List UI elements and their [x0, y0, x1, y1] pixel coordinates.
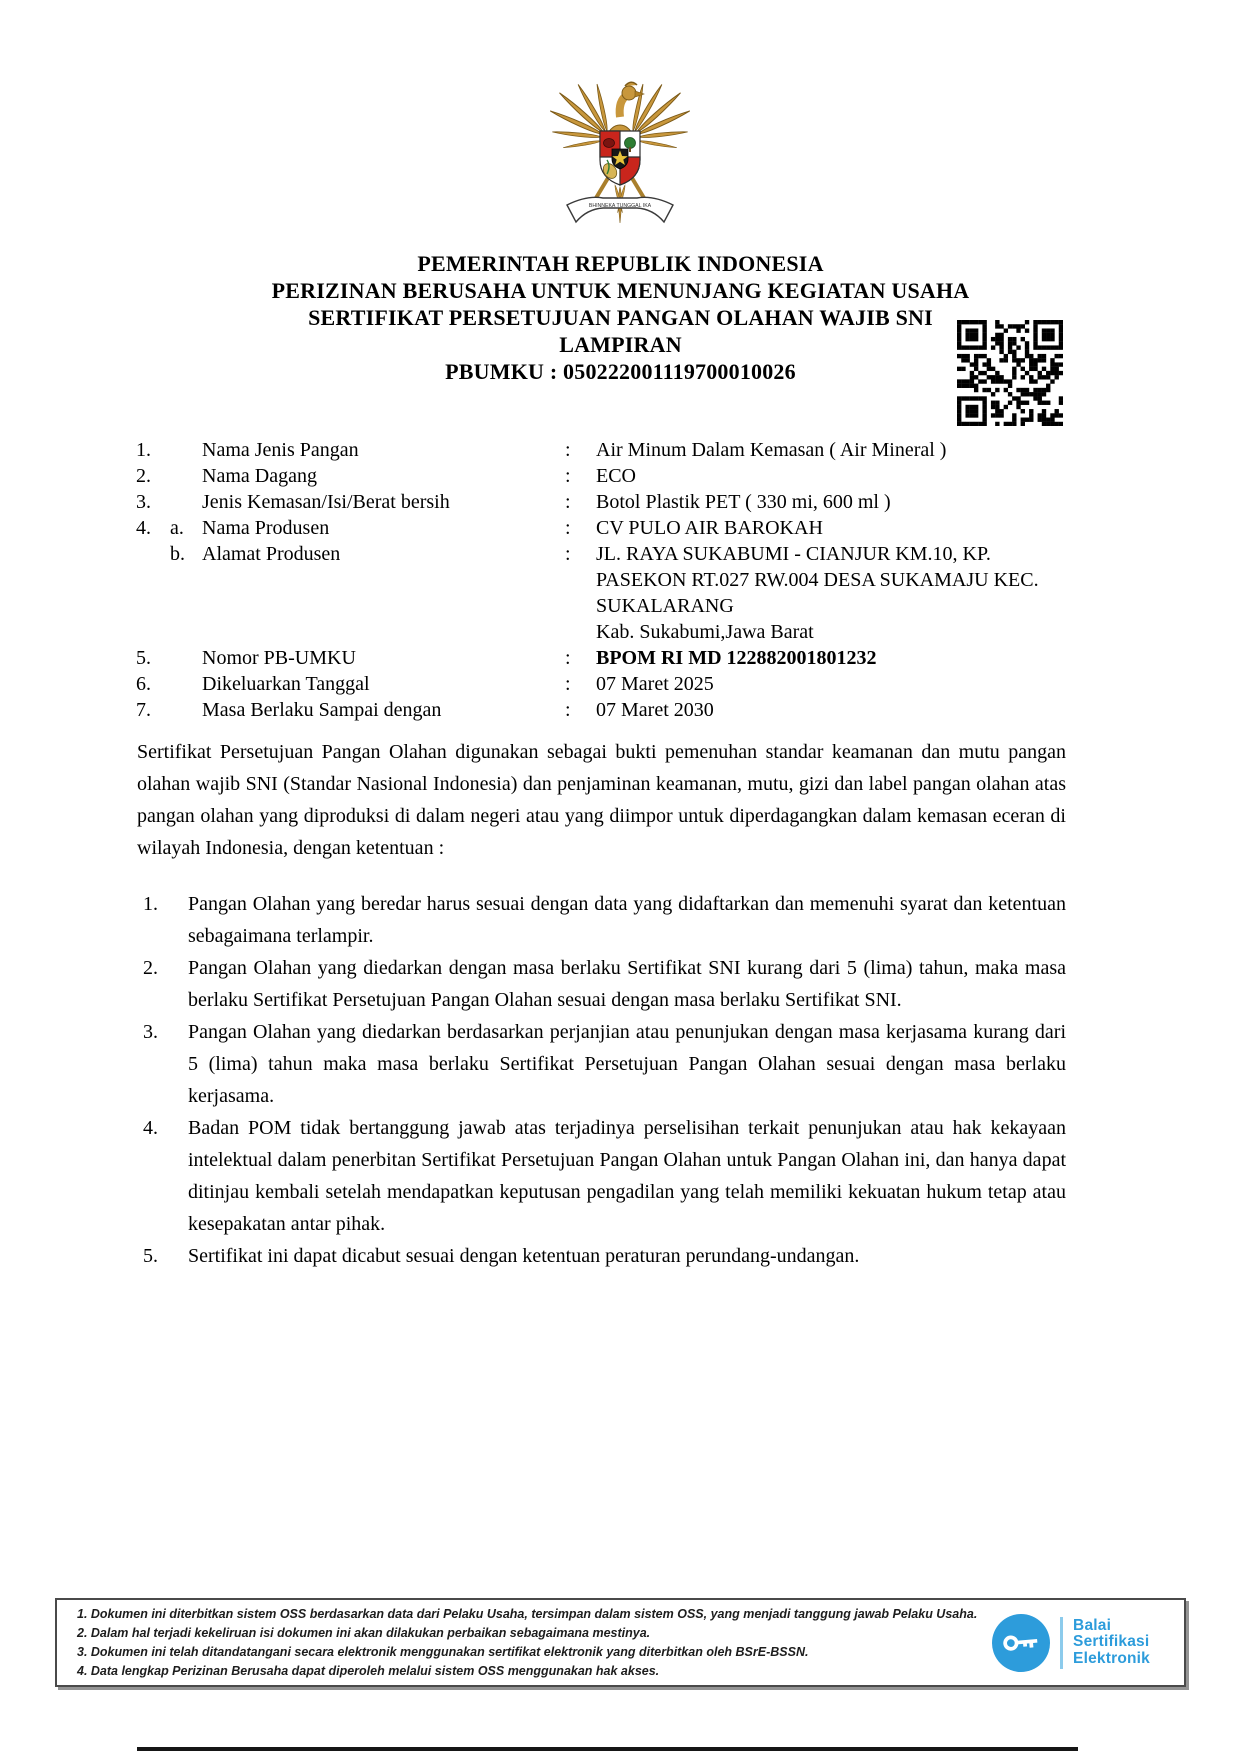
term-item — [143, 1112, 1066, 1240]
intro-paragraph: Sertifikat Persetujuan Pangan Olahan digunakan sebagai bukti pemenuhan standar keamanan dan mutu pangan olahan wajib SNI (Standar Nasional Indonesia) dan penjaminan keamanan, mutu, gizi dan label pangan olahan atas pangan olahan yang diproduksi di dalam negeri atau yang diimpor untuk diperdagangkan dalam kemasan eceran di wilayah Indonesia, dengan ketentuan : — [137, 741, 1066, 859]
field-label: Dikeluarkan Tanggal — [202, 673, 370, 695]
title-sertifikat: SERTIFIKAT PERSETUJUAN PANGAN OLAHAN WAJIB SNI — [308, 305, 933, 330]
footer-note: 3. Dokumen ini telah ditandatangani secara elektronik menggunakan sertifikat elektronik yang diterbitkan oleh BSrE-BSSN. — [77, 1644, 809, 1659]
term-number: 4. — [143, 1117, 158, 1139]
field-label: Masa Berlaku Sampai dengan — [202, 699, 442, 721]
certificate-fields-section — [136, 437, 1072, 723]
field-colon: : — [565, 543, 571, 565]
field-subletter — [170, 437, 202, 463]
field-row — [136, 541, 1072, 645]
footer-note: 1. Dokumen ini diterbitkan sistem OSS berdasarkan data dari Pelaku Usaha, tersimpan dalam sistem OSS, yang menjadi tanggung jawab Pelaku Usaha. — [77, 1606, 978, 1621]
field-colon: : — [565, 465, 571, 487]
field-colon: : — [565, 491, 571, 513]
term-number: 5. — [143, 1245, 158, 1267]
field-subletter: a. — [170, 517, 184, 539]
field-subletter: b. — [170, 543, 185, 565]
key-icon — [992, 1614, 1050, 1672]
term-item — [143, 1240, 1066, 1272]
field-number: 3. — [136, 491, 151, 513]
term-text: Pangan Olahan yang diedarkan dengan masa berlaku Sertifikat SNI kurang dari 5 (lima) tahun, maka masa berlaku Sertifikat Persetujuan Pangan Olahan sesuai dengan masa berlaku Sertifikat SNI. — [188, 957, 1066, 1011]
field-value — [596, 671, 1072, 697]
garuda-pancasila-emblem — [545, 56, 695, 230]
field-number: 4. — [136, 517, 151, 539]
field-label: Jenis Kemasan/Isi/Berat bersih — [202, 491, 450, 513]
field-value-line: CV PULO AIR BAROKAH — [596, 517, 823, 539]
field-label: Nama Jenis Pangan — [202, 439, 359, 461]
field-label: Nama Produsen — [202, 517, 330, 539]
term-number: 1. — [143, 893, 158, 915]
field-value-line: Air Minum Dalam Kemasan ( Air Mineral ) — [596, 439, 947, 461]
field-value — [596, 697, 1072, 723]
footer-note: 4. Data lengkap Perizinan Berusaha dapat diperoleh melalui sistem OSS menggunakan hak akses. — [77, 1663, 660, 1678]
field-row — [136, 437, 1072, 463]
field-row — [136, 697, 1072, 723]
bottom-rule — [137, 1747, 1078, 1751]
field-value — [596, 463, 1072, 489]
emblem-motto: BHINNEKA TUNGGAL IKA — [588, 203, 652, 209]
footer-note: 2. Dalam hal terjadi kekeliruan isi dokumen ini akan dilakukan perbaikan sebagaimana mestinya. — [77, 1625, 651, 1640]
field-value — [596, 515, 1072, 541]
field-value-line: Botol Plastik PET ( 330 mi, 600 ml ) — [596, 491, 891, 513]
balai-sertifikasi-elektronik-logo — [992, 1614, 1184, 1672]
logo-divider — [1060, 1617, 1063, 1669]
field-number — [136, 541, 170, 645]
term-number: 2. — [143, 957, 158, 979]
field-colon: : — [565, 699, 571, 721]
qr-code-icon — [957, 320, 1063, 426]
term-item — [143, 1016, 1066, 1112]
term-number: 3. — [143, 1021, 158, 1043]
field-value-line: 07 Maret 2025 — [596, 673, 714, 695]
field-subletter — [170, 489, 202, 515]
title-pbumku-number: PBUMKU : 050222001119700010026 — [445, 359, 796, 384]
field-value — [596, 437, 1072, 463]
garuda-pancasila-icon — [545, 56, 695, 230]
term-text: Pangan Olahan yang beredar harus sesuai dengan data yang didaftarkan dan memenuhi syarat dan ketentuan sebagaimana terlampir. — [188, 893, 1066, 947]
field-value-line: SUKALARANG — [596, 595, 734, 617]
term-text: Pangan Olahan yang diedarkan berdasarkan perjanjian atau penunjukan dengan masa kerjasama kurang dari 5 (lima) tahun maka masa berlaku Sertifikat Persetujuan Pangan Olahan sesuai dengan masa berlaku kerjasama. — [188, 1021, 1066, 1107]
footer-notes — [57, 1599, 992, 1687]
term-text: Sertifikat ini dapat dicabut sesuai dengan ketentuan peraturan perundang-undangan. — [188, 1245, 860, 1267]
field-label: Nama Dagang — [202, 465, 317, 487]
field-row — [136, 645, 1072, 671]
title-lampiran: LAMPIRAN — [559, 332, 682, 357]
field-label: Nomor PB-UMKU — [202, 647, 356, 669]
field-number: 5. — [136, 647, 151, 669]
logo-text-line1: Balai — [1073, 1616, 1112, 1634]
field-number: 7. — [136, 699, 151, 721]
logo-text — [1073, 1618, 1150, 1668]
title-government: PEMERINTAH REPUBLIK INDONESIA — [417, 251, 824, 276]
term-item — [143, 952, 1066, 1016]
terms-list — [143, 888, 1066, 1272]
field-value-line: BPOM RI MD 122882001801232 — [596, 647, 877, 669]
field-colon: : — [565, 673, 571, 695]
logo-text-line3: Elektronik — [1073, 1649, 1150, 1667]
title-perizinan: PERIZINAN BERUSAHA UNTUK MENUNJANG KEGIATAN USAHA — [271, 278, 970, 303]
field-row — [136, 671, 1072, 697]
field-row — [136, 463, 1072, 489]
field-row — [136, 489, 1072, 515]
field-number: 2. — [136, 465, 151, 487]
field-number: 6. — [136, 673, 151, 695]
field-value-line: ECO — [596, 465, 636, 487]
logo-text-line2: Sertifikasi — [1073, 1633, 1150, 1651]
field-number: 1. — [136, 439, 151, 461]
field-subletter — [170, 697, 202, 723]
field-subletter — [170, 645, 202, 671]
term-text: Badan POM tidak bertanggung jawab atas terjadinya perselisihan terkait penunjukan atau hak kekayaan intelektual dalam penerbitan Sertifikat Persetujuan Pangan Olahan untuk Pangan Olahan ini, dan hanya dapat ditinjau kembali setelah mendapatkan keputusan pengadilan yang telah memiliki kekuatan hukum tetap atau kesepakatan antar pihak. — [188, 1117, 1066, 1235]
field-value-line: JL. RAYA SUKABUMI - CIANJUR KM.10, KP. — [596, 543, 991, 565]
field-row — [136, 515, 1072, 541]
field-value-line: PASEKON RT.027 RW.004 DESA SUKAMAJU KEC. — [596, 569, 1039, 591]
field-value — [596, 645, 1072, 671]
field-subletter — [170, 671, 202, 697]
field-value-line: 07 Maret 2030 — [596, 699, 714, 721]
field-colon: : — [565, 647, 571, 669]
field-value — [596, 541, 1072, 645]
field-value — [596, 489, 1072, 515]
field-subletter — [170, 463, 202, 489]
field-label: Alamat Produsen — [202, 543, 341, 565]
field-colon: : — [565, 439, 571, 461]
field-colon: : — [565, 517, 571, 539]
term-item — [143, 888, 1066, 952]
footer-notes-box — [55, 1598, 1186, 1687]
field-value-line: Kab. Sukabumi,Jawa Barat — [596, 621, 814, 643]
